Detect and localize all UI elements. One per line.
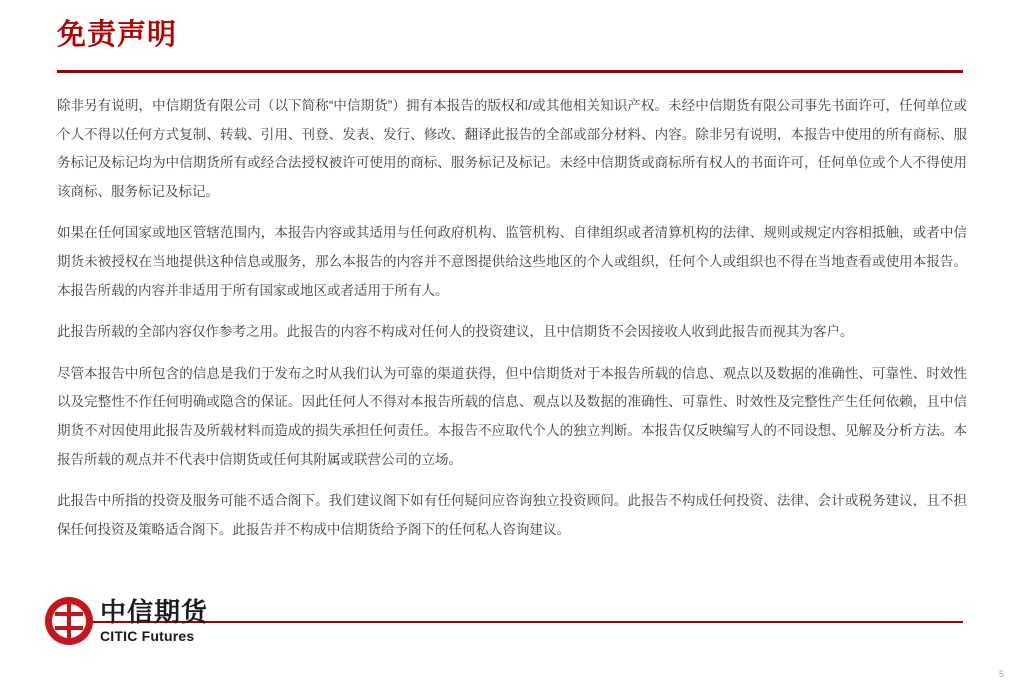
company-logo xyxy=(45,597,208,645)
page-title: 免责声明 xyxy=(57,19,178,51)
disclaimer-paragraph: 此报告中所指的投资及服务可能不适合阁下。我们建议阁下如有任何疑问应咨询独立投资顾问。此报告不构成任何投资、法律、会计或税务建议，且不担保任何投资及策略适合阁下。此报告并不构成中信期货给予阁下的任何私人咨询建议。 xyxy=(57,493,967,537)
disclaimer-body xyxy=(57,92,967,545)
citic-logo-icon xyxy=(45,597,93,645)
disclaimer-paragraph: 尽管本报告中所包含的信息是我们于发布之时从我们认为可靠的渠道获得，但中信期货对于本报告所载的信息、观点以及数据的准确性、可靠性、时效性以及完整性不作任何明确或隐含的保证。因此任何人不得对本报告所载的信息、观点以及数据的准确性、可靠性、时效性及完整性产生任何依赖，且中信期货不对因使用此报告及所载材料而造成的损失承担任何责任。本报告不应取代个人的独立判断。本报告仅反映编写人的不同设想、见解及分析方法。本报告所载的观点并不代表中信期货或任何其附属或联营公司的立场。 xyxy=(57,365,967,467)
disclaimer-paragraph: 此报告所载的全部内容仅作参考之用。此报告的内容不构成对任何人的投资建议，且中信期货不会因接收人收到此报告而视其为客户。 xyxy=(57,324,854,340)
logo-bar-lower xyxy=(55,626,83,630)
logo-wordmark xyxy=(100,599,208,643)
disclaimer-paragraph: 除非另有说明，中信期货有限公司（以下简称“中信期货”）拥有本报告的版权和/或其他相关知识产权。未经中信期货有限公司事先书面许可，任何单位或个人不得以任何方式复制、转载、引用、刊登、发表、发行、修改、翻译此报告的全部或部分材料、内容。除非另有说明，本报告中使用的所有商标、服务标记及标记均为中信期货所有或经合法授权被许可使用的商标、服务标记及标记。未经中信期货或商标所有权人的书面许可，任何单位或个人不得使用该商标、服务标记及标记。 xyxy=(57,98,967,199)
logo-name-en: CITIC Futures xyxy=(100,628,195,644)
logo-name-cn: 中信期货 xyxy=(100,597,209,627)
disclaimer-paragraph: 如果在任何国家或地区管辖范围内，本报告内容或其适用与任何政府机构、监管机构、自律组织或者清算机构的法律、规则或规定内容相抵触，或者中信期货未被授权在当地提供这种信息或服务，那么本报告的内容并不意图提供给这些地区的个人或组织，任何个人或组织也不得在当地查看或使用本报告。本报告所载的内容并非适用于所有国家或地区或者适用于所有人。 xyxy=(57,225,967,298)
logo-bar-vertical xyxy=(67,602,71,640)
logo-bar-upper xyxy=(55,612,83,616)
page-number: 5 xyxy=(998,669,1004,679)
title-divider xyxy=(57,70,963,73)
